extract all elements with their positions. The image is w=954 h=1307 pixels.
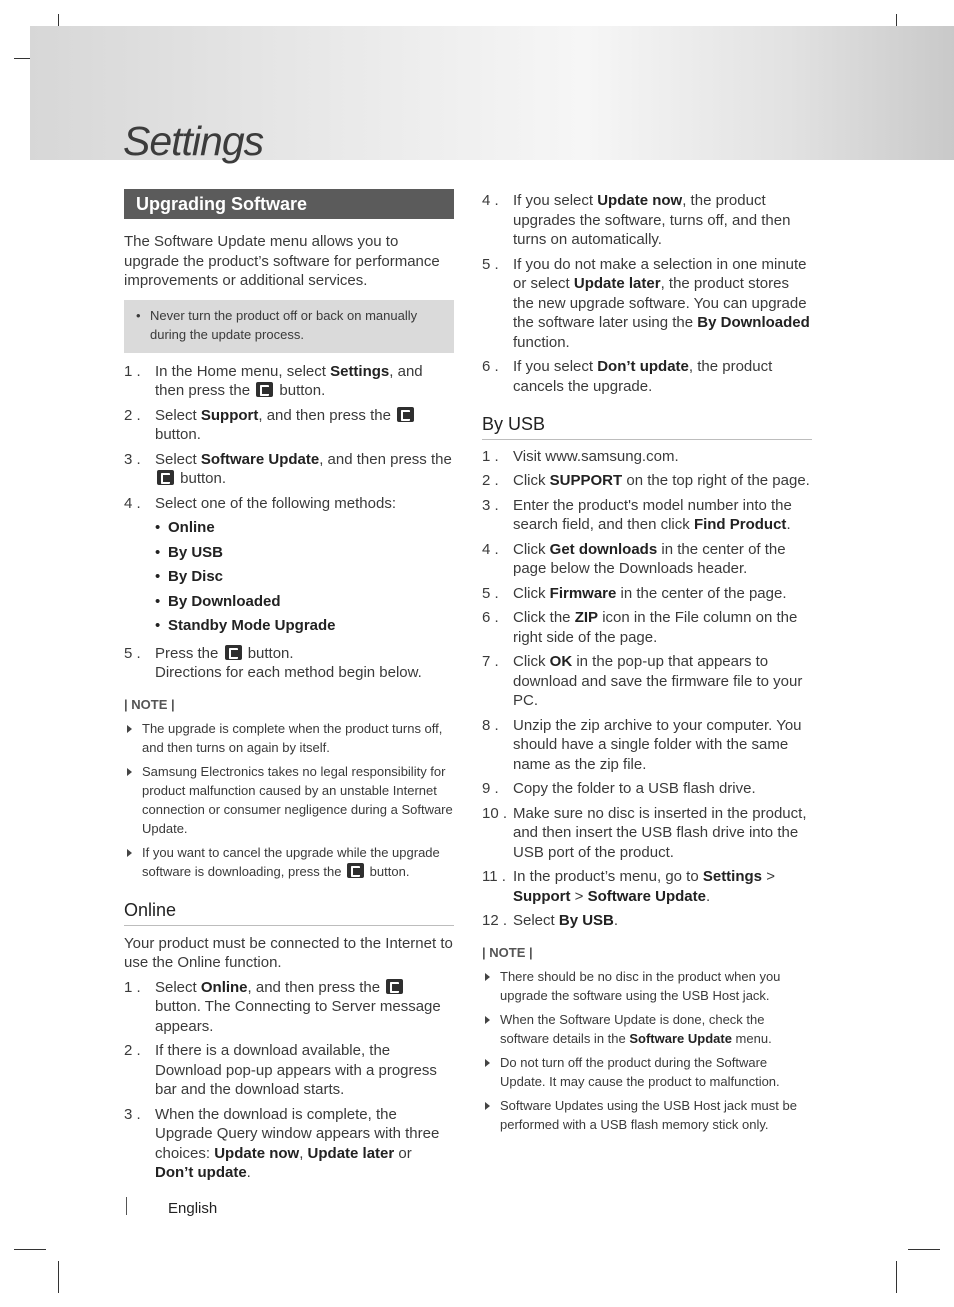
online-intro: Your product must be connected to the Internet to use the Online function. <box>124 934 453 971</box>
note-item: There should be no disc in the product when you upgrade the software using the USB Host jack. <box>482 967 812 1005</box>
list-item: 1 . Select Online, and then press the button. The Connecting to Server message appears. <box>124 978 441 1035</box>
triangle-bullet-icon <box>127 849 132 857</box>
list-item: 3 . Select Software Update, and then press the button. <box>124 450 452 487</box>
online-steps-left <box>124 978 454 1183</box>
crop-mark <box>896 1261 897 1293</box>
crop-mark <box>58 1261 59 1293</box>
left-column <box>124 189 454 1183</box>
method-by-downloaded: • By Downloaded <box>155 592 454 612</box>
list-item: 4 . If you select Update now, the product upgrades the software, turns off, and then turns on automatically. <box>482 192 791 248</box>
upgrading-intro: The Software Update menu allows you to upgrade the product’s software for performance improvements or additional services. <box>124 233 440 289</box>
list-item: 6 . If you select Don’t update, the product cancels the upgrade. <box>482 358 773 395</box>
note-item: The upgrade is complete when the product turns off, and then turns on again by itself. <box>124 719 454 757</box>
crop-mark <box>14 1249 46 1250</box>
list-item: 4 . Click Get downloads in the center of the page below the Downloads header. <box>482 540 786 577</box>
enter-button-icon <box>256 382 273 397</box>
warning-box <box>124 300 454 353</box>
bullet-icon: • <box>136 307 141 323</box>
triangle-bullet-icon <box>485 1059 490 1067</box>
list-item: 2 . Select Support, and then press the button. <box>124 406 454 445</box>
method-by-usb: • By USB <box>155 543 454 563</box>
method-online: • Online <box>155 518 454 538</box>
methods-list <box>155 518 454 636</box>
list-item: 5 . Click Firmware in the center of the page. <box>482 584 787 602</box>
list-item: 3 . When the download is complete, the Upgrade Query window appears with three choices: Update now, Update later or Don’t update. <box>124 1105 440 1181</box>
section-heading-usb: By USB <box>482 415 812 440</box>
usb-steps <box>482 447 812 931</box>
triangle-bullet-icon <box>127 768 132 776</box>
triangle-bullet-icon <box>485 1016 490 1024</box>
footer-language: English <box>168 1200 218 1217</box>
note-item: When the Software Update is done, check the software details in the Software Update menu. <box>482 1010 812 1048</box>
list-item: 5 . Press the button. Directions for each method begin below. <box>124 644 422 681</box>
section-heading-upgrading: Upgrading Software <box>124 189 454 219</box>
list-item: 5 . If you do not make a selection in one minute or select Update later, the product stores the new upgrade software. You can upgrade the software later using the By Downloaded function. <box>482 255 810 351</box>
triangle-bullet-icon <box>485 1102 490 1110</box>
list-item: 9 . Copy the folder to a USB flash drive. <box>482 780 756 797</box>
list-item: 1 . In the Home menu, select Settings, and then press the button. <box>124 362 423 399</box>
list-item: 3 . Enter the product's model number into the search field, and then click Find Product. <box>482 496 792 533</box>
list-item: 7 . Click OK in the pop-up that appears to download and save the firmware file to your PC. <box>482 653 803 709</box>
enter-button-icon <box>386 979 403 994</box>
note-item: Samsung Electronics takes no legal responsibility for product malfunction caused by an unstable Internet connection or consumer negligence during a Software Update. <box>124 762 454 838</box>
list-item: 1 . Visit www.samsung.com. <box>482 447 679 465</box>
triangle-bullet-icon <box>127 725 132 733</box>
note-item: Do not turn off the product during the Software Update. It may cause the product to malfunction. <box>482 1053 812 1091</box>
list-item: 11 . In the product’s menu, go to Settings > Support > Software Update. <box>482 868 775 905</box>
enter-button-icon <box>397 407 414 422</box>
list-item: 2 . If there is a download available, the Download pop-up appears with a progress bar and the download starts. <box>124 1042 437 1098</box>
note-item: If you want to cancel the upgrade while the upgrade software is downloading, press the button. <box>124 843 454 881</box>
triangle-bullet-icon <box>485 973 490 981</box>
warning-text: Never turn the product off or back on manually during the update process. <box>150 307 418 342</box>
section-heading-online: Online <box>124 901 454 926</box>
usb-notes <box>482 967 812 1134</box>
upgrading-steps <box>124 362 454 683</box>
footer-divider <box>126 1197 127 1215</box>
list-item: 2 . Click SUPPORT on the top right of the page. <box>482 472 810 489</box>
list-item: 12 . Select By USB. <box>482 912 619 929</box>
enter-button-icon <box>225 645 242 660</box>
list-item: 4 . Select one of the following methods: • Online • By USB • By Disc • By Downloaded • Standby Mode Upgrade <box>124 494 454 636</box>
online-steps-right <box>482 191 812 396</box>
method-standby: • Standby Mode Upgrade <box>155 616 454 636</box>
list-item: 8 . Unzip the zip archive to your computer. You should have a single folder with the same name as the zip file. <box>482 716 802 773</box>
enter-button-icon <box>347 863 364 878</box>
note-tag: | NOTE | <box>124 696 175 712</box>
right-column <box>482 189 812 1134</box>
note-tag: | NOTE | <box>482 944 533 960</box>
list-item: 6 . Click the ZIP icon in the File column on the right side of the page. <box>482 609 798 646</box>
note-item: Software Updates using the USB Host jack must be performed with a USB flash memory stick only. <box>482 1096 812 1134</box>
list-item: 10 . Make sure no disc is inserted in the product, and then insert the USB flash drive into the USB port of the product. <box>482 804 807 861</box>
page-title: Settings <box>123 118 264 164</box>
crop-mark <box>908 1249 940 1250</box>
method-by-disc: • By Disc <box>155 567 454 587</box>
enter-button-icon <box>157 470 174 485</box>
upgrading-notes <box>124 719 454 881</box>
